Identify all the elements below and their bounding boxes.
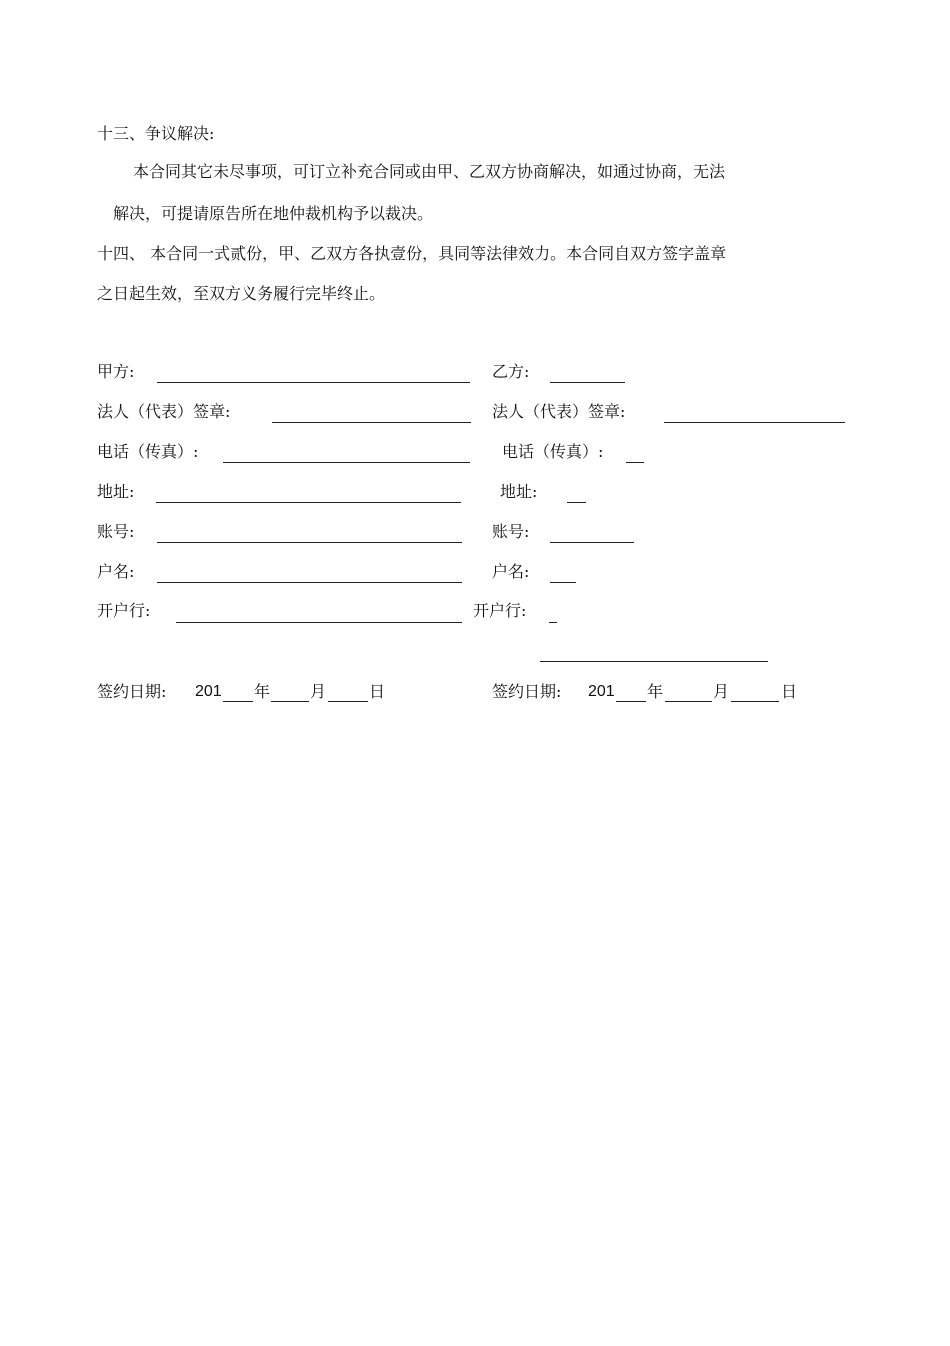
- party-a-name-field[interactable]: [157, 382, 470, 383]
- party-b-bank-field[interactable]: [549, 622, 557, 623]
- party-a-day-label: 日: [369, 682, 386, 701]
- party-b-name-label: 乙方:: [492, 362, 530, 381]
- party-a-rep-label: 法人（代表）签章:: [97, 402, 231, 421]
- party-b-account-label: 账号:: [492, 522, 530, 541]
- party-b-year-prefix: 201: [588, 683, 615, 700]
- party-b-signature-line[interactable]: [540, 661, 768, 662]
- party-a-month-field[interactable]: [271, 701, 309, 702]
- party-a-holder-label: 户名:: [97, 562, 135, 581]
- party-b-phone-field[interactable]: [626, 462, 644, 463]
- party-a-year-label: 年: [254, 682, 271, 701]
- party-a-holder-field[interactable]: [157, 582, 462, 583]
- party-b-rep-label: 法人（代表）签章:: [492, 402, 626, 421]
- party-b-address-field[interactable]: [567, 502, 586, 503]
- clause-13-line-1: 本合同其它未尽事项，可订立补充合同或由甲、乙双方协商解决，如通过协商，无法: [133, 162, 726, 181]
- party-b-day-label: 日: [781, 682, 798, 701]
- party-a-account-field[interactable]: [157, 542, 462, 543]
- party-a-address-field[interactable]: [156, 502, 461, 503]
- party-a-date-label: 签约日期:: [97, 682, 167, 701]
- party-b-bank-label: 开户行:: [473, 601, 527, 620]
- party-b-year-field[interactable]: [616, 701, 646, 702]
- party-a-year-field[interactable]: [223, 701, 253, 702]
- party-b-month-field[interactable]: [665, 701, 712, 702]
- party-b-holder-label: 户名:: [492, 562, 530, 581]
- party-b-phone-label: 电话（传真）:: [502, 442, 604, 461]
- party-a-bank-label: 开户行:: [97, 601, 151, 620]
- party-a-month-label: 月: [310, 682, 327, 701]
- clause-14-line-1: 十四、 本合同一式贰份，甲、乙双方各执壹份，具同等法律效力。本合同自双方签字盖章: [97, 244, 727, 263]
- party-b-rep-field[interactable]: [664, 422, 845, 423]
- party-a-day-field[interactable]: [328, 701, 368, 702]
- clause-13-heading: 十三、争议解决:: [97, 124, 215, 143]
- party-b-holder-field[interactable]: [550, 582, 576, 583]
- party-a-rep-field[interactable]: [272, 422, 471, 423]
- clause-14-line-2: 之日起生效，至双方义务履行完毕终止。: [97, 284, 386, 303]
- party-a-phone-field[interactable]: [223, 462, 470, 463]
- party-a-year-prefix: 201: [195, 683, 222, 700]
- party-b-address-label: 地址:: [500, 482, 538, 501]
- party-a-account-label: 账号:: [97, 522, 135, 541]
- party-a-name-label: 甲方:: [97, 362, 135, 381]
- party-a-phone-label: 电话（传真）:: [97, 442, 199, 461]
- party-b-year-label: 年: [647, 682, 664, 701]
- party-b-date-label: 签约日期:: [492, 682, 562, 701]
- party-a-address-label: 地址:: [97, 482, 135, 501]
- party-a-bank-field[interactable]: [176, 622, 462, 623]
- party-b-account-field[interactable]: [550, 542, 634, 543]
- party-b-name-field[interactable]: [550, 382, 625, 383]
- clause-13-line-2: 解决，可提请原告所在地仲裁机构予以裁决。: [113, 204, 434, 223]
- party-b-month-label: 月: [713, 682, 730, 701]
- party-b-day-field[interactable]: [731, 701, 779, 702]
